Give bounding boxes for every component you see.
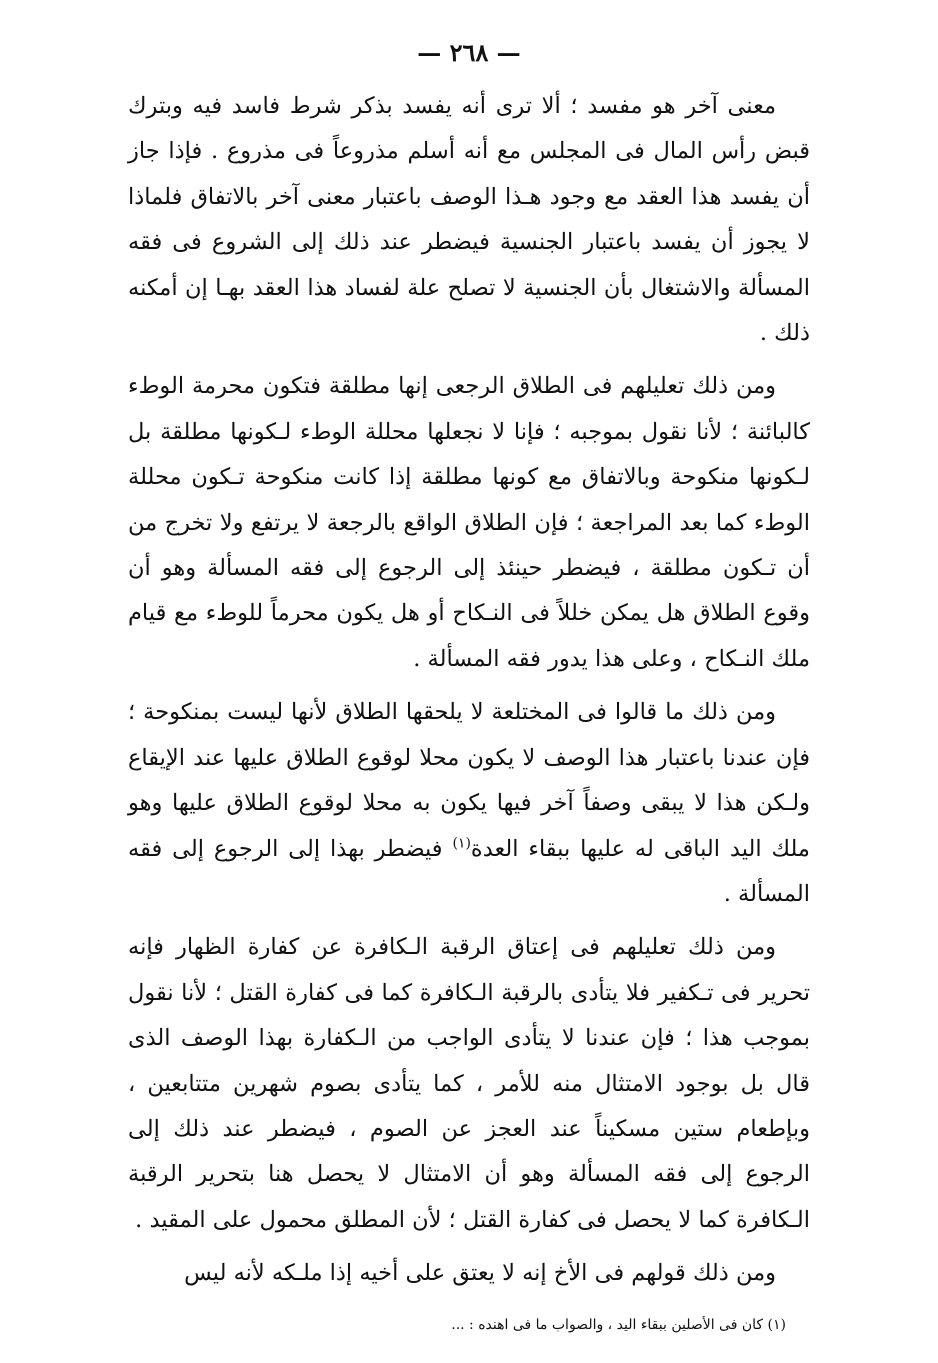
- footnote: (١) كان فى الأصلين ببقاء اليد ، والصواب ما فى اهنده : ...: [451, 1316, 786, 1333]
- paragraph-3-text-after-note: فيضطر بهذا إلى الرجوع إلى فقه المسألة .: [128, 835, 810, 907]
- paragraph-3-text-before-note: ومن ذلك ما قالوا فى المختلعة لا يلحقها الطلاق لأنها ليست بمنكوحة ؛ فإن عندنا باعتبار هذا الوصف لا يكون محلا لوقوع الطلاق عليها عند الإيقاع ولـكن هذا لا يبقى وصفاً آخر فيها يكون به محلا لوقوع الطلاق عليها وهو ملك اليد الباقى له عليها ببقاء العدة: [128, 699, 810, 862]
- paragraph-2: ومن ذلك تعليلهم فى الطلاق الرجعى إنها مطلقة فتكون محرمة الوطء كالبائنة ؛ لأنا نقول بموجبه ؛ فإنا لا نجعلها محللة الوطء لـكونها مطلقة بل لـكونها منكوحة وبالاتفاق مع كونها مطلقة إذا كانت منكوحة تـكون محللة الوطء كما بعد المراجعة ؛ فإن الطلاق الواقع بالرجعة لا يرتفع ولا تخرج من أن تـكون مطلقة ، فيضطر حينئذ إلى الرجوع إلى فقه المسألة وهو أن وقوع الطلاق هل يمكن خللاً فى النـكاح أو هل يكون محرماً للوطء مع قيام ملك النـكاح ، وعلى هذا يدور فقه المسألة .: [128, 373, 810, 672]
- paragraph-5: ومن ذلك قولهم فى الأخ إنه لا يعتق على أخيه إذا ملـكه لأنه ليس: [184, 1260, 776, 1287]
- footnote-marker: (١): [452, 835, 471, 851]
- paragraph-4: ومن ذلك تعليلهم فى إعتاق الرقبة الـكافرة عن كفارة الظهار فإنه تحرير فى تـكفير فلا يتأدى بالرقبة الـكافرة كما فى كفارة القتل ؛ لأنا نقول بموجب هذا ؛ فإن عندنا لا يتأدى الواجب من الـكفارة بهذا الوصف الذى قال بل بوجود الامتثال منه للأمر ، كما يتأدى بصوم شهرين متتابعين ، وبإطعام ستين مسكيناً عند العجز عن الصوم ، فيضطر عند ذلك إلى الرجوع إلى فقه المسألة وهو أن الامتثال لا يحصل هنا بتحرير الرقبة الـكافرة كما لا يحصل فى كفارة القتل ؛ لأن المطلق محمول على المقيد .: [128, 934, 810, 1233]
- page-number: — ٢٦٨ —: [417, 38, 521, 67]
- paragraph-1: معنى آخر هو مفسد ؛ ألا ترى أنه يفسد بذكر شرط فاسد فيه وبترك قبض رأس المال فى المجلس مع أنه أسلم مذروعاً فى مذروع . فإذا جاز أن يفسد هذا العقد مع وجود هـذا الوصف باعتبار معنى آخر بالاتفاق فلماذا لا يجوز أن يفسد باعتبار الجنسية فيضطر عند ذلك إلى الشروع فى فقه المسألة والاشتغال بأن الجنسية لا تصلح علة لفساد هذا العقد بهـا إن أمكنه ذلك .: [128, 93, 810, 347]
- paragraph-3: [128, 690, 810, 917]
